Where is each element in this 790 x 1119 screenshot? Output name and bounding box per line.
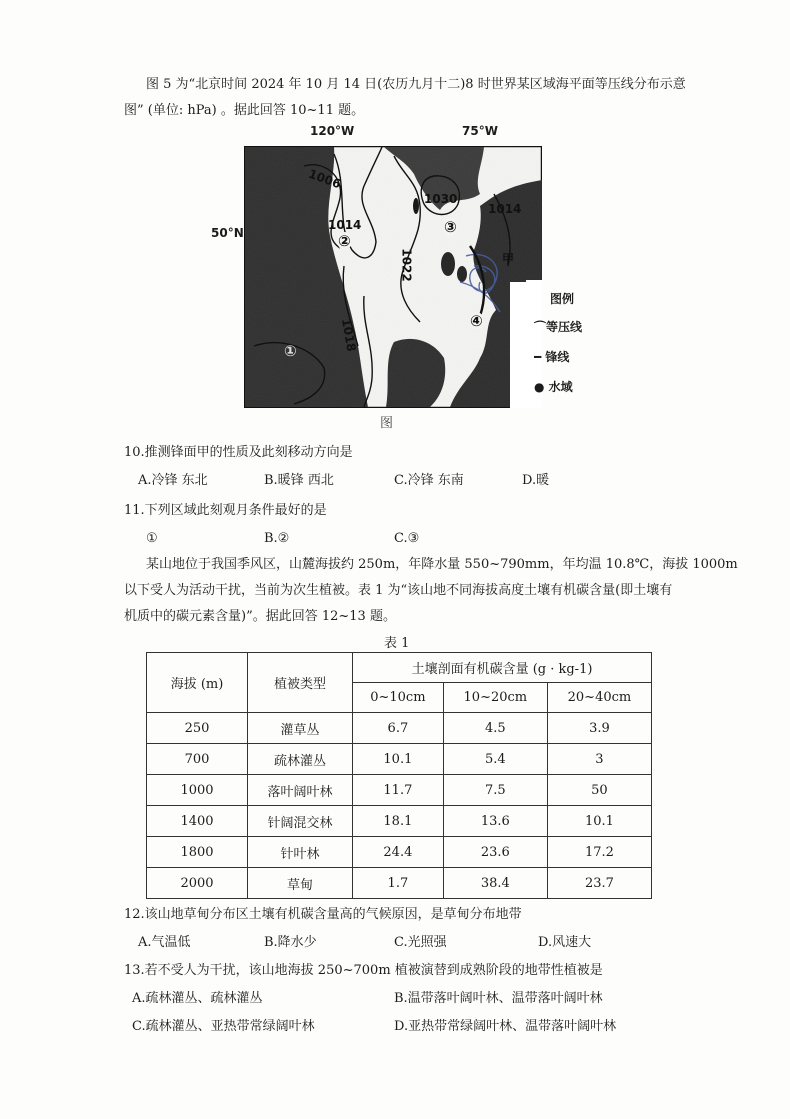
- q10-option-a: A.冷锋 东北: [138, 473, 208, 488]
- isobar-map: [244, 146, 583, 408]
- table-cell: 10.1: [353, 744, 444, 775]
- table-cell: 50: [547, 775, 651, 806]
- front-label-jia: 甲: [502, 252, 515, 266]
- q13-option-b: B.温带落叶阔叶林、温带落叶阔叶林: [394, 991, 603, 1006]
- q10-option-d: D.暖: [522, 473, 550, 488]
- table-cell: 草甸: [248, 868, 353, 899]
- legend-water-label: 水域: [548, 380, 573, 394]
- passage2-line-3: 机质中的碳元素含量)”。据此回答 12~13 题。: [124, 609, 396, 624]
- isobar-label-1030: 1030: [424, 192, 458, 206]
- q11-option-b: B.②: [264, 531, 290, 546]
- q13-stem: 13.若不受人为干扰，该山地海拔 250~700m 植被演替到成熟阶段的地带性植被是: [124, 963, 603, 978]
- isobar-label-1014-east: 1014: [488, 202, 522, 216]
- q12-stem: 12.该山地草甸分布区土壤有机碳含量高的气候原因，是草甸分布地带: [124, 907, 522, 922]
- table-cell: 23.7: [547, 868, 651, 899]
- q10-option-b: B.暖锋 西北: [264, 473, 334, 488]
- header-altitude: 海拔 (m): [147, 653, 248, 713]
- isobar-label-1014-west: 1014: [328, 218, 362, 232]
- table-row: [147, 744, 652, 775]
- header-depth-0-10: 0~10cm: [353, 683, 444, 713]
- legend-title: 图例: [550, 292, 575, 306]
- table-cell: 24.4: [353, 837, 444, 868]
- table-cell: 3: [547, 744, 651, 775]
- legend-water: [534, 378, 573, 395]
- table-title: 表 1: [384, 636, 410, 651]
- q12-option-c: C.光照强: [394, 935, 447, 950]
- table-cell: 1000: [147, 775, 248, 806]
- q10-stem: 10.推测锋面甲的性质及此刻移动方向是: [124, 445, 353, 460]
- table-row: [147, 713, 652, 744]
- header-depth-10-20: 10~20cm: [443, 683, 547, 713]
- q13-option-a: A.疏林灌丛、疏林灌丛: [132, 991, 263, 1006]
- table-cell: 1400: [147, 806, 248, 837]
- table-cell: 2000: [147, 868, 248, 899]
- table-cell: 38.4: [443, 868, 547, 899]
- table-cell: 4.5: [443, 713, 547, 744]
- map-caption: 图: [380, 416, 394, 431]
- legend-isobar: [534, 318, 582, 335]
- table-cell: 13.6: [443, 806, 547, 837]
- q12-option-d: D.风速大: [538, 935, 592, 950]
- q12-option-a: A.气温低: [138, 935, 191, 950]
- table-cell: 1800: [147, 837, 248, 868]
- q11-option-c: C.③: [394, 531, 420, 546]
- q13-option-c: C.疏林灌丛、亚热带常绿阔叶林: [132, 1019, 315, 1034]
- legend-front-label: 锋线: [545, 350, 570, 364]
- header-vegetation: 植被类型: [248, 653, 353, 713]
- table-cell: 疏林灌丛: [248, 744, 353, 775]
- q12-option-b: B.降水少: [264, 935, 317, 950]
- intro-line-2: 图” (单位: hPa) 。据此回答 10~11 题。: [124, 103, 365, 118]
- passage2-line-2: 以下受人为活动干扰，当前为次生植被。表 1 为“该山地不同海拔高度土壤有机碳含量(即土壤有: [124, 583, 673, 598]
- place-marker-4: ④: [470, 312, 483, 330]
- q13-option-d: D.亚热带常绿阔叶林、温带落叶阔叶林: [394, 1019, 617, 1034]
- table-cell: 10.1: [547, 806, 651, 837]
- lat-label-50n: 50°N: [211, 226, 244, 240]
- q11-option-a: ①: [146, 531, 158, 546]
- intro-line-1: 图 5 为“北京时间 2024 年 10 月 14 日(农历九月十二)8 时世界某区域海平面等压线分布示意: [146, 77, 686, 92]
- isobar-map-svg: [244, 146, 542, 408]
- legend-isobar-icon: ⌒: [534, 320, 547, 334]
- lon-label-120w: 120°W: [310, 124, 355, 138]
- table-row: [147, 837, 652, 868]
- table-cell: 18.1: [353, 806, 444, 837]
- table-cell: 灌草丛: [248, 713, 353, 744]
- table-cell: 落叶阔叶林: [248, 775, 353, 806]
- table-row: [147, 775, 652, 806]
- legend-isobar-label: 等压线: [546, 320, 583, 334]
- table-cell: 1.7: [353, 868, 444, 899]
- table-cell: 11.7: [353, 775, 444, 806]
- lon-label-75w: 75°W: [462, 124, 498, 138]
- soil-carbon-table: [146, 652, 652, 899]
- legend-front: [534, 348, 569, 365]
- table-cell: 23.6: [443, 837, 547, 868]
- place-marker-1: ①: [284, 342, 297, 360]
- table-cell: 250: [147, 713, 248, 744]
- table-cell: 17.2: [547, 837, 651, 868]
- isobar-label-1006: 1006: [306, 166, 343, 192]
- table-cell: 3.9: [547, 713, 651, 744]
- header-depth-20-40: 20~40cm: [547, 683, 651, 713]
- table-cell: 针阔混交林: [248, 806, 353, 837]
- q11-stem: 11.下列区域此刻观月条件最好的是: [124, 503, 327, 518]
- table-cell: 5.4: [443, 744, 547, 775]
- table-cell: 6.7: [353, 713, 444, 744]
- isobar-label-1022: 1022: [399, 248, 414, 282]
- table-cell: 700: [147, 744, 248, 775]
- header-carbon: 土壤剖面有机碳含量 (g · kg-1): [353, 653, 652, 683]
- place-marker-2: ②: [338, 232, 351, 250]
- place-marker-3: ③: [444, 218, 457, 236]
- table-row: [147, 806, 652, 837]
- q10-option-c: C.冷锋 东南: [394, 473, 464, 488]
- table-cell: 7.5: [443, 775, 547, 806]
- passage2-line-1: 某山地位于我国季风区，山麓海拔约 250m，年降水量 550~790mm，年均温 10.8℃，海拔 1000m: [146, 557, 738, 572]
- legend-water-icon: ●: [534, 380, 549, 394]
- table-cell: 针叶林: [248, 837, 353, 868]
- table-row: [147, 868, 652, 899]
- isobar-label-1018: 1018: [338, 317, 359, 353]
- legend-front-icon: ━: [534, 350, 546, 364]
